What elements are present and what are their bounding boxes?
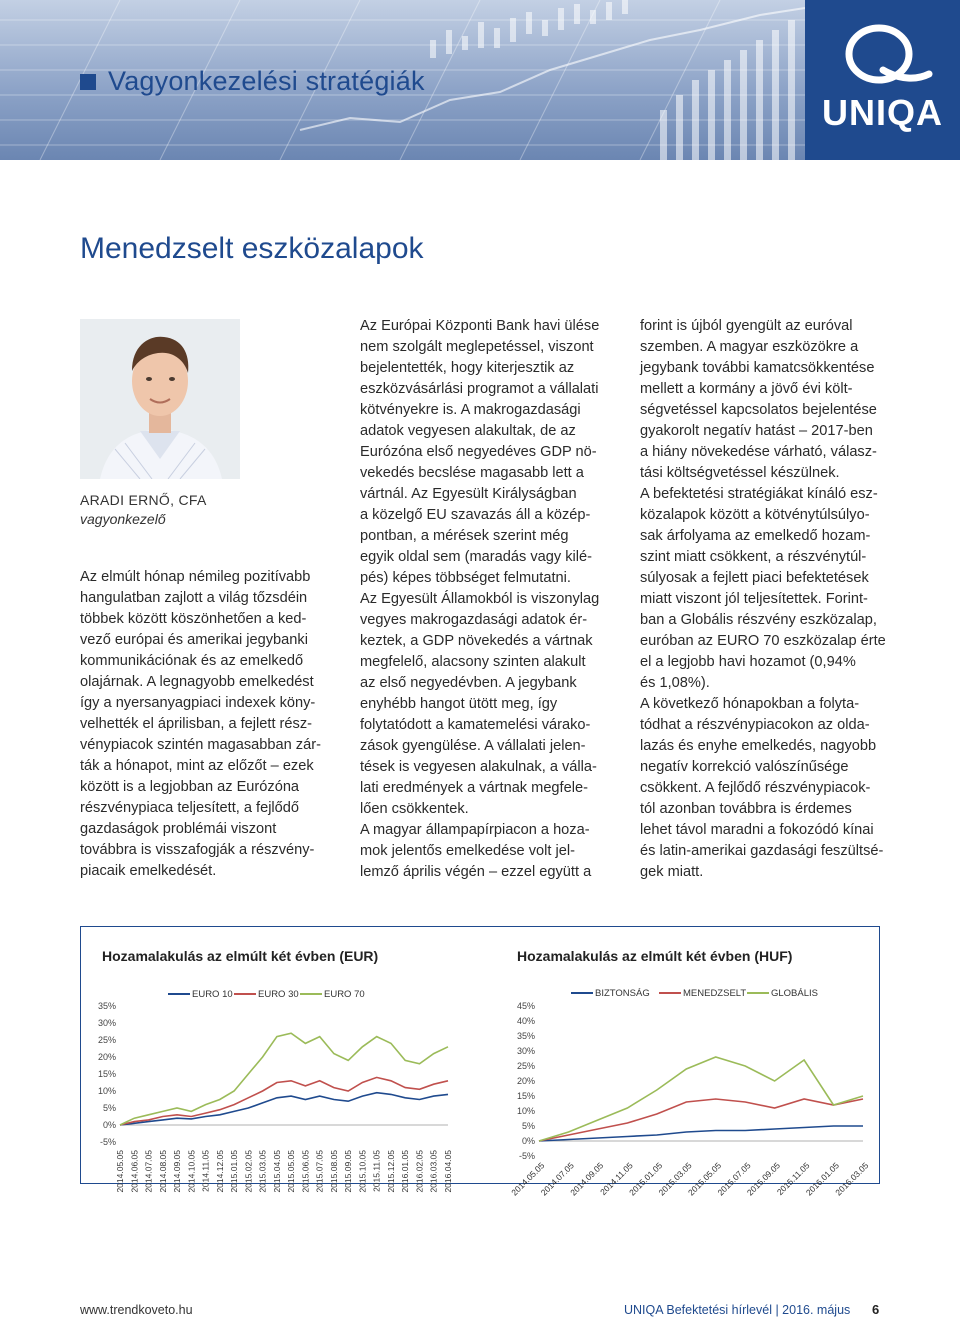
uniqa-logo-icon	[805, 8, 960, 98]
series-line-euro-70	[120, 1033, 448, 1125]
page-number: 6	[872, 1302, 880, 1317]
text-line: pés) képes többséget felmutatni.	[360, 570, 571, 586]
text-line: megfelelő, alacsony szinten alakult	[360, 654, 586, 670]
text-line: vénypiacok szintén magasabban zár-	[80, 737, 321, 753]
text-line: lazás és enyhe emelkedés, nagyobb	[640, 738, 877, 754]
series-line-biztonság	[539, 1126, 863, 1141]
text-line: jegybank további kamatcsökkentése	[640, 360, 875, 376]
y-tick-label: 20%	[516, 1076, 535, 1086]
y-tick-label: 35%	[516, 1031, 535, 1041]
x-tick-label: 2015.11.05	[774, 1160, 812, 1198]
text-line: sak árfolyama az emelkedő hozam-	[640, 528, 871, 544]
legend-label: EURO 10	[192, 989, 233, 1000]
article-column-1	[80, 567, 330, 882]
x-tick-label: 2015.09.05	[744, 1160, 783, 1198]
text-line: olajárnak. A legnagyobb emelkedést	[80, 674, 314, 690]
text-line: Az Európai Központi Bank havi ülése	[360, 318, 600, 334]
y-tick-label: -5%	[99, 1137, 116, 1147]
text-line: lati eredmények a vártnak megfele-	[360, 780, 588, 796]
x-tick-label: 2015.04.05	[271, 1150, 282, 1193]
text-line: szint miatt csökkent, a részvénytúl-	[640, 549, 867, 565]
text-line: Eurózóna első negyedéves GDP nö-	[360, 444, 597, 460]
series-line-euro-10	[120, 1093, 448, 1125]
text-line: vegyes makrogazdasági adatok ér-	[360, 612, 588, 628]
y-tick-label: 10%	[97, 1086, 116, 1096]
y-tick-label: 40%	[516, 1016, 535, 1026]
text-line: ták a hónapot, mint az előzőt – ezek	[80, 758, 314, 774]
x-tick-label: 2014.09.05	[172, 1150, 183, 1193]
legend-label: GLOBÁLIS	[771, 988, 818, 999]
y-tick-label: 30%	[97, 1018, 116, 1028]
text-line: A következő hónapokban a folyta-	[640, 696, 860, 712]
article-column-2	[360, 316, 610, 883]
y-tick-label: 15%	[97, 1069, 116, 1079]
x-tick-label: 2015.01.05	[229, 1150, 240, 1193]
text-line: vekedés becslése magasabb lett a	[360, 465, 584, 481]
y-tick-label: 0%	[102, 1120, 116, 1130]
x-tick-label: 2014.06.05	[129, 1150, 140, 1193]
text-line: gek miatt.	[640, 864, 704, 880]
text-line: forint is újból gyengült az euróval	[640, 318, 853, 334]
y-tick-label: 25%	[97, 1035, 116, 1045]
text-line: kötvényekre is. A makrogazdasági	[360, 402, 581, 418]
footer-publication: UNIQA Befektetési hírlevél | 2016. május	[624, 1303, 851, 1317]
series-line-menedzselt	[539, 1099, 863, 1141]
logo-text: UNIQA	[822, 92, 943, 133]
text-line: gyakorolt negatív hatást – 2017-ben	[640, 423, 873, 439]
author-photo	[80, 319, 240, 479]
x-tick-label: 2014.08.05	[157, 1150, 168, 1193]
x-tick-label: 2016.03.05	[428, 1150, 439, 1193]
x-tick-label: 2015.09.05	[343, 1150, 354, 1193]
x-tick-label: 2016.01.05	[803, 1160, 841, 1198]
text-line: és latin-amerikai gazdasági feszültsé-	[640, 843, 884, 859]
text-line: euróban az EURO 70 eszközalap érte	[640, 633, 886, 649]
x-tick-label: 2015.06.05	[300, 1150, 311, 1193]
text-line: és 1,08%).	[640, 675, 710, 691]
x-tick-label: 2015.05.05	[685, 1160, 724, 1198]
legend-label: EURO 30	[258, 989, 299, 1000]
text-line: tási költségvetéssel készülnek.	[640, 465, 840, 481]
series-line-euro-30	[120, 1077, 448, 1125]
text-line: negatív korrekció valószínűsége	[640, 759, 849, 775]
text-line: adatok vegyesen alakultak, de az	[360, 423, 576, 439]
text-line: hangulatban zajlott a világ tőzsdéin	[80, 590, 308, 606]
x-tick-label: 2015.02.05	[243, 1150, 254, 1193]
x-tick-label: 2016.01.05	[400, 1150, 411, 1193]
x-tick-label: 2014.12.05	[214, 1150, 225, 1193]
text-line: velhették el áprilisban, a fejlett rész-	[80, 716, 312, 732]
text-line: Az Egyesült Államokból is viszonylag	[360, 591, 600, 607]
x-tick-label: 2015.11.05	[371, 1150, 382, 1192]
chart-eur	[80, 980, 460, 1200]
text-line: bejelentették, hogy kiterjesztik az	[360, 360, 575, 376]
x-tick-label: 2015.10.05	[357, 1150, 368, 1193]
text-line: Az elmúlt hónap némileg pozitívabb	[80, 569, 311, 585]
y-tick-label: -5%	[518, 1151, 535, 1161]
x-tick-label: 2014.11.05	[598, 1160, 635, 1198]
text-line: csökkent. A fejlődő részvénypiacok-	[640, 780, 871, 796]
title-square-bullet	[80, 74, 96, 90]
text-line: többek között köszönhetően a ked-	[80, 611, 307, 627]
text-line: tódhat a részvénypiacokon az olda-	[640, 717, 870, 733]
text-line: el a legjobb havi hozamot (0,94%	[640, 654, 856, 670]
author-role: vagyonkezelő	[80, 511, 166, 527]
text-line: nem szolgált meglepetéssel, viszont	[360, 339, 594, 355]
text-line: A magyar állampapírpiacon a hoza-	[360, 822, 590, 838]
text-line: tések is vegyesen alakulnak, a válla-	[360, 759, 597, 775]
y-tick-label: 20%	[97, 1052, 116, 1062]
x-tick-label: 2015.08.05	[328, 1150, 339, 1193]
text-line: mellett a kormány a jövő évi költ-	[640, 381, 853, 397]
text-line: között is a legjobban az Eurózóna	[80, 779, 300, 795]
page-title: Menedzselt eszközalapok	[80, 232, 424, 265]
banner-title: Vagyonkezelési stratégiák	[108, 66, 425, 96]
text-line: az első negyedévben. A jegybank	[360, 675, 577, 691]
text-line: tól azonban továbbra is érdemes	[640, 801, 852, 817]
legend-label: MENEDZSELT	[683, 988, 747, 999]
text-line: ségvetéssel kapcsolatos bejelentése	[640, 402, 877, 418]
x-tick-label: 2015.03.05	[257, 1150, 268, 1193]
portrait-illustration	[80, 319, 240, 479]
text-line: ban a Globális részvény eszközalap,	[640, 612, 877, 628]
y-tick-label: 5%	[102, 1103, 116, 1113]
text-line: a hiány növekedése várható, válasz-	[640, 444, 877, 460]
text-line: szemben. A magyar eszközökre a	[640, 339, 859, 355]
text-line: lehet távol maradni a fokozódó kínai	[640, 822, 874, 838]
text-line: piacaik emelkedését.	[80, 863, 217, 879]
text-line: pontban, a mérések szerint még	[360, 528, 569, 544]
y-tick-label: 5%	[521, 1121, 535, 1131]
x-tick-label: 2014.09.05	[568, 1160, 606, 1198]
text-line: folytatódott a kamatemelési várako-	[360, 717, 591, 733]
text-line: mok jelentős emelkedése volt jel-	[360, 843, 575, 859]
x-tick-label: 2015.03.05	[656, 1160, 694, 1198]
text-line: vártnál. Az Egyesült Királyságban	[360, 486, 577, 502]
chart-huf	[475, 980, 875, 1200]
chart-huf-title: Hozamalakulás az elmúlt két évben (HUF)	[517, 948, 793, 964]
text-line: kommunikációnak és az emelkedő	[80, 653, 304, 669]
legend-label: EURO 70	[324, 989, 365, 1000]
x-tick-label: 2014.11.05	[200, 1150, 211, 1192]
footer-url[interactable]: www.trendkoveto.hu	[80, 1303, 193, 1317]
y-tick-label: 30%	[516, 1046, 535, 1056]
text-line: egyik oldal sem (maradás vagy kilé-	[360, 549, 592, 565]
text-line: miatt viszont jól teljesítettek. Forint-	[640, 591, 868, 607]
x-tick-label: 2015.05.05	[286, 1150, 297, 1193]
x-tick-label: 2014.05.05	[509, 1160, 547, 1198]
x-tick-label: 2014.07.05	[143, 1150, 154, 1193]
article-column-3	[640, 316, 890, 883]
text-line: A befektetési stratégiákat kínáló esz-	[640, 486, 878, 502]
x-tick-label: 2014.05.05	[115, 1150, 125, 1193]
x-tick-label: 2016.02.05	[414, 1150, 425, 1193]
x-tick-label: 2015.07.05	[314, 1150, 325, 1193]
text-line: zások gyengülése. A vállalati jelen-	[360, 738, 586, 754]
y-tick-label: 15%	[516, 1091, 535, 1101]
text-line: így a nyersanyagpiaci indexek köny-	[80, 695, 316, 711]
text-line: lően csökkentek.	[360, 801, 469, 817]
chart-eur-title: Hozamalakulás az elmúlt két évben (EUR)	[102, 948, 379, 964]
x-tick-label: 2015.12.05	[385, 1150, 396, 1193]
text-line: súlyosak a fejlett piaci befektetések	[640, 570, 869, 586]
text-line: eszközvásárlási programot a vállalati	[360, 381, 599, 397]
y-tick-label: 0%	[521, 1136, 535, 1146]
text-line: enyhébb hangot ütött meg, így	[360, 696, 558, 712]
y-tick-label: 35%	[97, 1001, 116, 1011]
x-tick-label: 2016.04.05	[443, 1150, 453, 1193]
x-tick-label: 2016.03.05	[833, 1160, 871, 1198]
text-line: lemző április végén – ezzel együtt a	[360, 864, 592, 880]
y-tick-label: 10%	[516, 1106, 535, 1116]
x-tick-label: 2014.10.05	[186, 1150, 197, 1193]
legend-label: BIZTONSÁG	[595, 988, 650, 999]
text-line: részvénypiaca teljesített, a fejlődő	[80, 800, 300, 816]
text-line: vező európai és amerikai jegybanki	[80, 632, 308, 648]
text-line: a közelgő EU szavazás áll a közép-	[360, 507, 591, 523]
author-name: ARADI ERNŐ, CFA	[80, 492, 207, 508]
logo-panel	[805, 0, 960, 160]
text-line: továbbra is visszafogják a részvény-	[80, 842, 315, 858]
text-line: gazdaságok problémái viszont	[80, 821, 277, 837]
text-line: közalapok között a kötvénytúlsúlyo-	[640, 507, 870, 523]
series-line-globális	[539, 1057, 863, 1141]
text-line: keztek, a GDP növekedés a vártnak	[360, 633, 593, 649]
x-tick-label: 2015.07.05	[715, 1160, 753, 1198]
y-tick-label: 25%	[516, 1061, 535, 1071]
y-tick-label: 45%	[516, 1001, 535, 1011]
x-tick-label: 2014.07.05	[538, 1160, 576, 1198]
x-tick-label: 2015.01.05	[627, 1160, 665, 1198]
